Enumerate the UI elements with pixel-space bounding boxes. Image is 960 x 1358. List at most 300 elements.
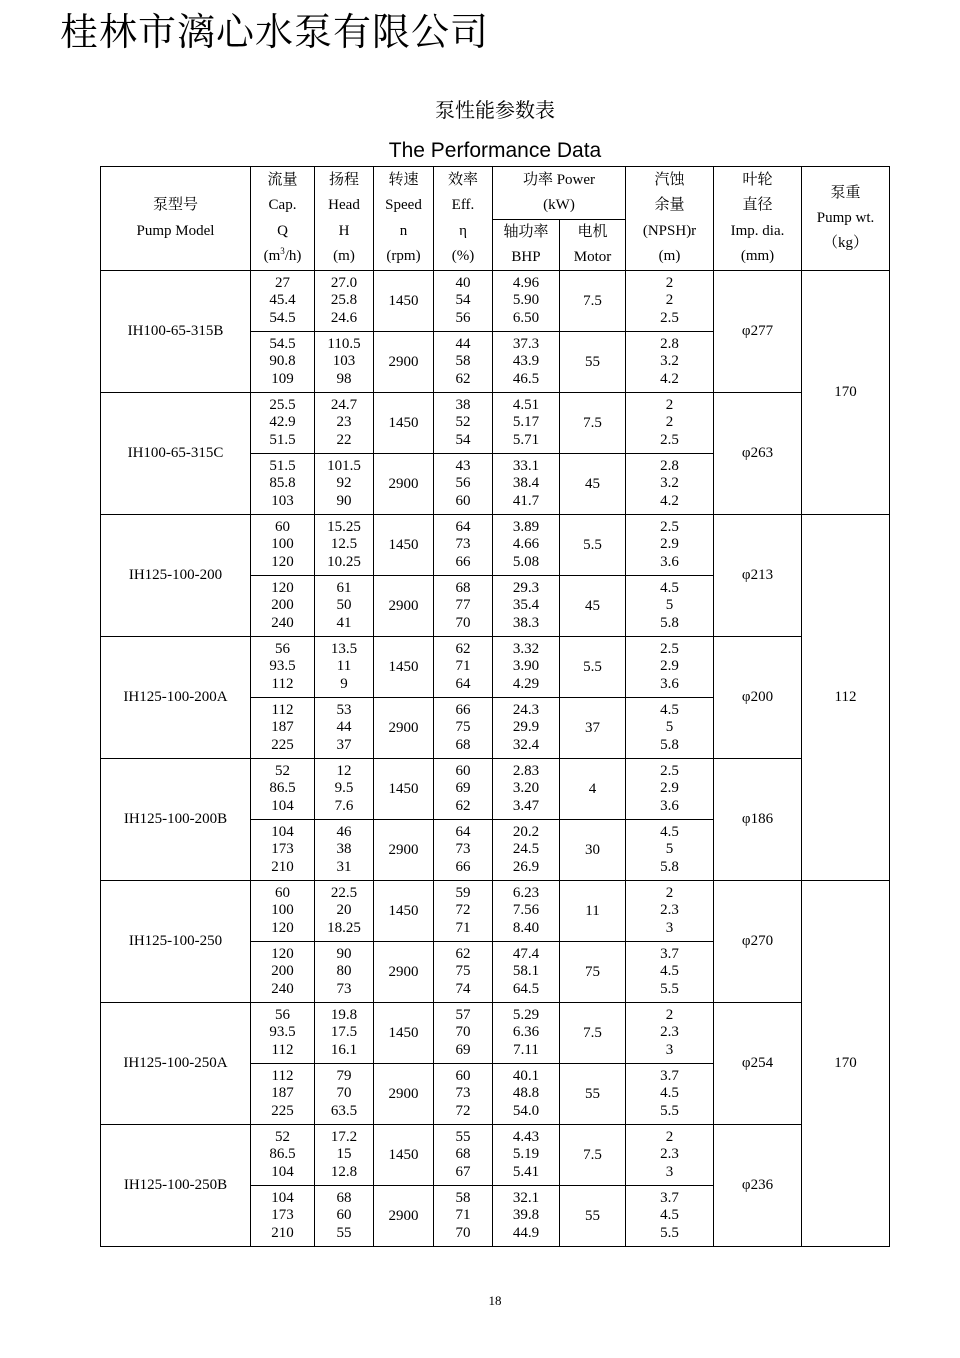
eff-cell-values — [434, 580, 492, 633]
eff-cell-value: 73 — [455, 536, 471, 553]
bhp-cell-values — [493, 885, 559, 938]
header-npsh-cn1: 汽蚀 — [654, 171, 685, 188]
bhp-cell-value: 54.0 — [512, 1102, 540, 1119]
flow-cell — [251, 759, 315, 820]
head-cell-value: 37 — [336, 736, 352, 753]
flow-cell-value: 42.9 — [269, 414, 296, 431]
bhp-cell — [493, 637, 560, 698]
flow-cell-value: 100 — [271, 536, 294, 553]
npsh-cell-values — [626, 1129, 713, 1182]
eff-cell — [434, 942, 493, 1003]
motor-cell: 7.5 — [560, 1003, 626, 1064]
head-cell-value: 15 — [336, 1146, 352, 1163]
bhp-cell-value: 39.8 — [512, 1207, 540, 1224]
eff-cell-value: 68 — [455, 1146, 471, 1163]
head-cell — [315, 576, 374, 637]
npsh-cell-value: 2.3 — [660, 1024, 679, 1041]
flow-cell-value: 200 — [271, 963, 294, 980]
bhp-cell — [493, 332, 560, 393]
table-row — [101, 393, 890, 454]
bhp-cell-values — [493, 519, 559, 572]
flow-cell-value: 100 — [271, 902, 294, 919]
head-cell — [315, 881, 374, 942]
eff-cell-value: 68 — [455, 736, 471, 753]
speed-cell: 2900 — [374, 332, 434, 393]
speed-cell: 1450 — [374, 637, 434, 698]
flow-cell-value: 90.8 — [269, 353, 296, 370]
header-weight-unit: （kg） — [823, 235, 869, 252]
flow-cell-value: 56 — [275, 640, 290, 657]
npsh-cell-values — [626, 641, 713, 694]
flow-cell — [251, 576, 315, 637]
bhp-cell-value: 7.11 — [513, 1041, 539, 1058]
npsh-cell-values — [626, 397, 713, 450]
header-imp-cn1: 叶轮 — [742, 171, 773, 188]
flow-cell-value: 51.5 — [269, 431, 296, 448]
bhp-cell-values — [493, 336, 559, 389]
header-head — [315, 167, 374, 271]
header-flow-en: Cap. — [268, 197, 297, 214]
table-row — [101, 637, 890, 698]
flow-cell-value: 104 — [271, 1189, 294, 1206]
pump-model-cell: IH125-100-250 — [101, 881, 251, 1003]
flow-cell — [251, 637, 315, 698]
eff-cell — [434, 576, 493, 637]
npsh-cell-values — [626, 580, 713, 633]
head-cell-value: 103 — [332, 353, 356, 370]
npsh-cell-value: 2 — [665, 414, 674, 431]
head-cell-value: 80 — [336, 963, 352, 980]
bhp-cell-value: 4.51 — [512, 396, 540, 413]
npsh-cell-value: 3.6 — [660, 675, 679, 692]
flow-cell-values — [251, 1129, 314, 1182]
flow-cell — [251, 942, 315, 1003]
eff-cell — [434, 271, 493, 332]
motor-cell: 5.5 — [560, 637, 626, 698]
npsh-cell — [626, 942, 714, 1003]
flow-cell-value: 54.5 — [269, 335, 296, 352]
npsh-cell — [626, 698, 714, 759]
header-flow-cn: 流量 — [267, 171, 298, 188]
bhp-cell-value: 6.36 — [512, 1024, 540, 1041]
npsh-cell-values — [626, 336, 713, 389]
table-body — [101, 271, 890, 1247]
eff-cell-value: 72 — [455, 902, 471, 919]
head-cell-value: 11 — [336, 658, 352, 675]
head-cell-value: 68 — [336, 1189, 352, 1206]
head-cell — [315, 515, 374, 576]
eff-cell-value: 72 — [455, 1102, 471, 1119]
eff-cell-value: 69 — [455, 1041, 471, 1058]
eff-cell-value: 40 — [455, 274, 471, 291]
eff-cell-value: 57 — [455, 1006, 471, 1023]
flow-cell-value: 225 — [271, 736, 294, 753]
eff-cell-value: 43 — [455, 457, 471, 474]
npsh-cell-value: 3 — [665, 919, 674, 936]
bhp-cell-value: 7.56 — [512, 902, 540, 919]
npsh-cell — [626, 332, 714, 393]
head-cell-value: 90 — [336, 492, 352, 509]
flow-cell-values — [251, 641, 314, 694]
header-head-unit: (m) — [333, 247, 355, 264]
header-power-title: 功率 Power — [522, 172, 596, 188]
header-weight-cn: 泵重 — [830, 184, 861, 201]
motor-cell: 30 — [560, 820, 626, 881]
header-speed-unit: (rpm) — [386, 247, 421, 264]
header-speed-en: Speed — [385, 197, 422, 214]
eff-cell-value: 62 — [455, 945, 471, 962]
head-cell-value: 44 — [336, 719, 352, 736]
impeller-dia-cell: φ270 — [714, 881, 802, 1003]
head-cell-value: 92 — [336, 475, 352, 492]
motor-cell: 5.5 — [560, 515, 626, 576]
eff-cell — [434, 454, 493, 515]
head-cell-values — [315, 824, 373, 877]
eff-cell-value: 70 — [455, 1224, 471, 1241]
bhp-cell-value: 44.9 — [512, 1224, 540, 1241]
eff-cell-value: 56 — [455, 475, 471, 492]
motor-cell: 11 — [560, 881, 626, 942]
flow-cell-value: 60 — [275, 884, 290, 901]
bhp-cell-value: 6.23 — [512, 884, 540, 901]
eff-cell — [434, 515, 493, 576]
head-cell — [315, 759, 374, 820]
bhp-cell-values — [493, 1068, 559, 1121]
speed-cell: 1450 — [374, 271, 434, 332]
head-cell — [315, 271, 374, 332]
eff-cell-values — [434, 824, 492, 877]
flow-cell-value: 52 — [275, 762, 290, 779]
flow-cell-value: 173 — [271, 1207, 294, 1224]
head-cell-value: 22 — [336, 431, 352, 448]
npsh-cell-values — [626, 885, 713, 938]
npsh-cell-values — [626, 824, 713, 877]
npsh-cell-value: 2.3 — [660, 1146, 679, 1163]
flow-cell — [251, 393, 315, 454]
eff-cell-value: 64 — [455, 823, 471, 840]
header-npsh-unit: (m) — [658, 247, 681, 264]
head-cell — [315, 332, 374, 393]
header-eff-en: Eff. — [451, 197, 475, 214]
bhp-cell-value: 4.43 — [512, 1128, 540, 1145]
bhp-cell — [493, 1003, 560, 1064]
header-weight-en: Pump wt. — [816, 209, 875, 226]
header-speed-symbol: n — [399, 222, 408, 239]
flow-cell-value: 103 — [271, 492, 294, 509]
head-cell — [315, 942, 374, 1003]
npsh-cell-value: 3.7 — [660, 1189, 679, 1206]
eff-cell-values — [434, 336, 492, 389]
npsh-cell-value: 3.7 — [660, 1067, 679, 1084]
bhp-cell-value: 64.5 — [512, 980, 540, 997]
bhp-cell — [493, 820, 560, 881]
speed-cell: 2900 — [374, 576, 434, 637]
eff-cell-value: 54 — [455, 292, 471, 309]
head-cell-value: 61 — [336, 579, 352, 596]
pump-model-cell: IH125-100-200A — [101, 637, 251, 759]
page-number: 18 — [488, 1293, 502, 1308]
npsh-cell-values — [626, 519, 713, 572]
npsh-cell-value: 3.2 — [660, 353, 679, 370]
table-row — [101, 759, 890, 820]
head-cell-values — [315, 702, 373, 755]
bhp-cell-value: 29.3 — [512, 579, 540, 596]
head-cell-value: 7.6 — [334, 797, 354, 814]
head-cell-value: 19.8 — [330, 1006, 358, 1023]
bhp-cell-value: 5.17 — [512, 414, 540, 431]
eff-cell — [434, 393, 493, 454]
eff-cell-value: 71 — [455, 1207, 471, 1224]
head-cell-value: 50 — [336, 597, 352, 614]
flow-cell-value: 104 — [271, 823, 294, 840]
eff-cell — [434, 1064, 493, 1125]
npsh-cell-value: 5.5 — [660, 1102, 679, 1119]
eff-cell-value: 60 — [455, 762, 471, 779]
flow-cell — [251, 1125, 315, 1186]
eff-cell — [434, 1186, 493, 1247]
flow-cell-value: 51.5 — [269, 457, 296, 474]
flow-cell-values — [251, 885, 314, 938]
head-cell-values — [315, 1007, 373, 1060]
table-row — [101, 271, 890, 332]
flow-cell-value: 112 — [271, 1041, 294, 1058]
eff-cell-values — [434, 946, 492, 999]
npsh-cell-value: 5 — [665, 719, 674, 736]
npsh-cell-value: 5 — [665, 841, 674, 858]
pump-weight-cell: 112 — [802, 515, 890, 881]
motor-cell: 37 — [560, 698, 626, 759]
eff-cell — [434, 332, 493, 393]
flow-cell-value: 93.5 — [269, 658, 296, 675]
bhp-cell-value: 40.1 — [512, 1067, 540, 1084]
flow-cell-value: 52 — [275, 1128, 290, 1145]
flow-cell-value: 120 — [271, 919, 294, 936]
npsh-cell-value: 2.5 — [660, 309, 679, 326]
bhp-cell-value: 32.1 — [512, 1189, 540, 1206]
motor-cell: 55 — [560, 1186, 626, 1247]
head-cell-value: 10.25 — [327, 553, 361, 570]
head-cell-value: 27.0 — [330, 274, 358, 291]
impeller-dia-cell: φ277 — [714, 271, 802, 393]
eff-cell-value: 73 — [455, 1085, 471, 1102]
head-cell — [315, 1186, 374, 1247]
npsh-cell — [626, 454, 714, 515]
bhp-cell — [493, 454, 560, 515]
bhp-cell-value: 58.1 — [512, 963, 540, 980]
npsh-cell-value: 3.6 — [660, 553, 679, 570]
bhp-cell-values — [493, 275, 559, 328]
eff-cell-value: 71 — [455, 658, 471, 675]
eff-cell-value: 62 — [455, 640, 471, 657]
bhp-cell-value: 29.9 — [512, 719, 540, 736]
table-row — [101, 515, 890, 576]
npsh-cell-value: 5.5 — [660, 980, 679, 997]
npsh-cell — [626, 576, 714, 637]
motor-cell: 45 — [560, 454, 626, 515]
eff-cell — [434, 1003, 493, 1064]
header-imp — [714, 167, 802, 271]
npsh-cell-value: 2.9 — [660, 536, 679, 553]
flow-cell — [251, 1186, 315, 1247]
eff-cell-value: 70 — [455, 1024, 471, 1041]
head-cell-values — [315, 1068, 373, 1121]
flow-cell-value: 173 — [271, 841, 294, 858]
head-cell-values — [315, 641, 373, 694]
head-cell-values — [315, 1129, 373, 1182]
npsh-cell-values — [626, 1190, 713, 1243]
table-row — [101, 1125, 890, 1186]
eff-cell-value: 58 — [455, 1189, 471, 1206]
header-eff-symbol: η — [459, 222, 467, 239]
head-cell — [315, 393, 374, 454]
flow-cell-values — [251, 519, 314, 572]
pump-model-cell: IH100-65-315B — [101, 271, 251, 393]
flow-cell-value: 187 — [271, 1085, 294, 1102]
pump-weight-cell: 170 — [802, 271, 890, 515]
impeller-dia-cell: φ186 — [714, 759, 802, 881]
bhp-cell-values — [493, 1007, 559, 1060]
header-flow-unit: $(m^3/h)$ — [263, 245, 302, 264]
impeller-dia-cell: φ263 — [714, 393, 802, 515]
eff-cell-value: 74 — [455, 980, 471, 997]
bhp-cell-value: 3.90 — [512, 658, 540, 675]
bhp-cell-value: 32.4 — [512, 736, 540, 753]
speed-cell: 2900 — [374, 698, 434, 759]
motor-cell: 75 — [560, 942, 626, 1003]
eff-cell-value: 59 — [455, 884, 471, 901]
bhp-cell — [493, 698, 560, 759]
impeller-dia-cell: φ254 — [714, 1003, 802, 1125]
bhp-cell-value: 3.32 — [512, 640, 540, 657]
eff-cell-value: 68 — [455, 579, 471, 596]
eff-cell-values — [434, 1068, 492, 1121]
head-cell-value: 110.5 — [327, 335, 361, 352]
header-imp-unit: (mm) — [740, 247, 775, 264]
motor-cell: 55 — [560, 1064, 626, 1125]
head-cell-values — [315, 885, 373, 938]
header-speed-cn: 转速 — [388, 171, 419, 188]
motor-cell: 55 — [560, 332, 626, 393]
bhp-cell-value: 33.1 — [512, 457, 540, 474]
bhp-cell-value: 43.9 — [512, 353, 540, 370]
npsh-cell-value: 3.6 — [660, 797, 679, 814]
bhp-cell-values — [493, 1129, 559, 1182]
npsh-cell-value: 4.5 — [660, 1207, 679, 1224]
bhp-cell — [493, 271, 560, 332]
npsh-cell-values — [626, 763, 713, 816]
header-head-cn: 扬程 — [328, 171, 359, 188]
speed-cell: 1450 — [374, 759, 434, 820]
flow-cell-values — [251, 1007, 314, 1060]
header-motor-cn: 电机 — [577, 224, 608, 240]
head-cell-value: 41 — [336, 614, 352, 631]
npsh-cell-value: 2.9 — [660, 658, 679, 675]
flow-cell — [251, 698, 315, 759]
flow-cell-value: 45.4 — [269, 292, 296, 309]
eff-cell-values — [434, 1190, 492, 1243]
eff-cell-value: 75 — [455, 719, 471, 736]
table-title-chinese: 泵性能参数表 — [435, 98, 555, 122]
eff-cell-values — [434, 1129, 492, 1182]
head-cell-value: 17.5 — [330, 1024, 358, 1041]
eff-cell-value: 55 — [455, 1128, 471, 1145]
npsh-cell-value: 2.8 — [660, 335, 679, 352]
eff-cell-value: 73 — [455, 841, 471, 858]
bhp-cell-value: 48.8 — [512, 1085, 540, 1102]
npsh-cell — [626, 1186, 714, 1247]
flow-cell-value: 56 — [275, 1006, 290, 1023]
head-cell-value: 24.6 — [330, 309, 358, 326]
motor-cell: 45 — [560, 576, 626, 637]
head-cell-value: 12.8 — [330, 1163, 358, 1180]
npsh-cell-value: 5.5 — [660, 1224, 679, 1241]
eff-cell-values — [434, 397, 492, 450]
speed-cell: 2900 — [374, 1186, 434, 1247]
impeller-dia-cell: φ236 — [714, 1125, 802, 1247]
npsh-cell-value: 2.5 — [660, 431, 679, 448]
head-cell-values — [315, 580, 373, 633]
npsh-cell-values — [626, 1007, 713, 1060]
npsh-cell-value: 2.5 — [660, 762, 679, 779]
pump-model-cell: IH125-100-250A — [101, 1003, 251, 1125]
speed-cell: 1450 — [374, 515, 434, 576]
bhp-cell-value: 37.3 — [512, 335, 540, 352]
head-cell-values — [315, 1190, 373, 1243]
performance-table — [100, 166, 890, 1247]
head-cell-value: 20 — [336, 902, 352, 919]
eff-cell-value: 70 — [455, 614, 471, 631]
flow-cell-value: 93.5 — [269, 1024, 296, 1041]
eff-cell-value: 66 — [455, 858, 471, 875]
head-cell-value: 90 — [336, 945, 352, 962]
npsh-cell-value: 2.5 — [660, 518, 679, 535]
head-cell-value: 79 — [336, 1067, 352, 1084]
pump-model-cell: IH125-100-250B — [101, 1125, 251, 1247]
header-power — [493, 167, 626, 220]
npsh-cell-value: 2 — [665, 884, 674, 901]
bhp-cell-value: 26.9 — [512, 858, 540, 875]
header-speed — [374, 167, 434, 271]
eff-cell-value: 77 — [455, 597, 471, 614]
eff-cell-values — [434, 1007, 492, 1060]
pump-model-cell: IH125-100-200B — [101, 759, 251, 881]
flow-cell-values — [251, 458, 314, 511]
header-npsh-cn2: 余量 — [654, 197, 685, 214]
speed-cell: 1450 — [374, 1125, 434, 1186]
header-motor — [560, 220, 626, 271]
head-cell-value: 31 — [336, 858, 352, 875]
speed-cell: 2900 — [374, 942, 434, 1003]
npsh-cell-value: 2 — [665, 396, 674, 413]
eff-cell — [434, 881, 493, 942]
eff-cell-value: 54 — [455, 431, 471, 448]
bhp-cell-value: 38.4 — [512, 475, 540, 492]
flow-cell-values — [251, 275, 314, 328]
bhp-cell-value: 2.83 — [512, 762, 540, 779]
header-model-cn: 泵型号 — [152, 197, 198, 214]
head-cell — [315, 1003, 374, 1064]
npsh-cell-values — [626, 275, 713, 328]
bhp-cell-value: 5.19 — [512, 1146, 540, 1163]
header-eff-unit: (%) — [451, 247, 475, 264]
eff-cell-value: 66 — [455, 553, 471, 570]
npsh-cell-value: 5.8 — [660, 858, 679, 875]
eff-cell — [434, 698, 493, 759]
flow-cell — [251, 515, 315, 576]
bhp-cell-value: 35.4 — [512, 597, 540, 614]
flow-cell-value: 200 — [271, 597, 294, 614]
bhp-cell-value: 47.4 — [512, 945, 540, 962]
